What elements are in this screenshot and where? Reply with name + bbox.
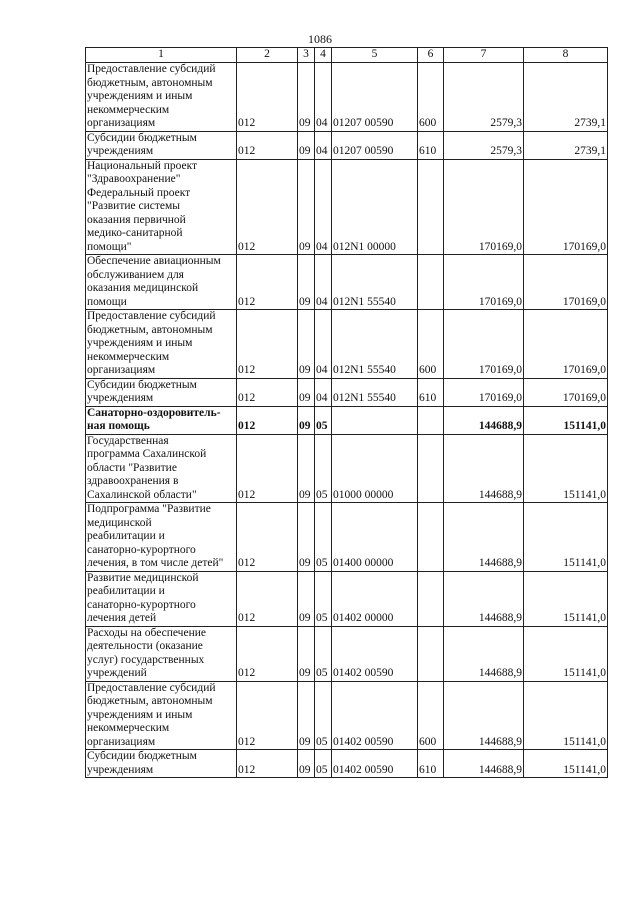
amount-year-2: 151141,0 (524, 434, 608, 503)
row-name (86, 750, 237, 778)
department-code: 012 (237, 626, 298, 681)
expense-type-code: 600 (418, 310, 444, 379)
section-code: 09 (298, 310, 315, 379)
row-name-line: Предоставление субсидий (87, 63, 216, 75)
row-name-line: лечения, в том числе детей" (87, 557, 224, 569)
department-code: 012 (237, 63, 298, 132)
amount-year-2: 151141,0 (524, 626, 608, 681)
row-name-line: бюджетным, автономным (87, 695, 213, 707)
row-name-line: помощи (87, 295, 127, 308)
section-code: 09 (298, 750, 315, 778)
target-article-code: 01000 00000 (332, 434, 418, 503)
row-name-line: Расходы на обеспечение (87, 626, 206, 639)
column-header: 8 (524, 48, 608, 63)
table-row (86, 626, 608, 681)
row-name-line: учреждениям (87, 392, 154, 404)
department-code: 012 (237, 255, 298, 310)
department-code: 012 (237, 750, 298, 778)
target-article-code: 012N1 55540 (332, 310, 418, 379)
row-name-line: учреждениям и иным (87, 337, 193, 349)
row-name-line: Субсидии бюджетным (87, 131, 197, 144)
row-name-line: некоммерческим (87, 350, 170, 363)
subsection-code: 04 (315, 63, 332, 132)
amount-year-1: 144688,9 (444, 571, 524, 626)
subsection-code: 05 (315, 434, 332, 503)
department-code: 012 (237, 378, 298, 406)
row-name-line: организациям (87, 735, 156, 748)
row-name-line: "Здравоохранение" (87, 173, 181, 185)
amount-year-2: 2739,1 (524, 63, 608, 132)
subsection-code: 05 (315, 406, 332, 434)
expense-type-code (418, 571, 444, 626)
row-name-line: учреждениям (87, 145, 154, 157)
section-code: 09 (298, 434, 315, 503)
subsection-code: 04 (315, 159, 332, 255)
row-name-line: обслуживанием для (87, 268, 184, 281)
row-name-line: лечения детей (87, 612, 157, 624)
row-name-line: услуг) государственных (87, 653, 205, 666)
amount-year-2: 151141,0 (524, 406, 608, 434)
column-header: 7 (444, 48, 524, 63)
table-row (86, 131, 608, 159)
subsection-code: 04 (315, 131, 332, 159)
row-name-line: Обеспечение авиационным (87, 255, 221, 267)
row-name (86, 434, 237, 503)
table-row (86, 571, 608, 626)
section-code: 09 (298, 681, 315, 750)
column-header: 6 (418, 48, 444, 63)
row-name-line: области "Развитие (87, 461, 177, 474)
row-name (86, 503, 237, 572)
amount-year-2: 170169,0 (524, 255, 608, 310)
table-row (86, 681, 608, 750)
target-article-code: 01400 00000 (332, 503, 418, 572)
row-name (86, 255, 237, 310)
row-name (86, 681, 237, 750)
section-code: 09 (298, 571, 315, 626)
amount-year-1: 144688,9 (444, 434, 524, 503)
column-header: 5 (332, 48, 418, 63)
row-name-line: Санаторно-оздоровитель- (87, 406, 221, 419)
row-name-line: Государственная (87, 434, 169, 447)
row-name-line: некоммерческим (87, 103, 170, 116)
table-row (86, 378, 608, 406)
row-name (86, 571, 237, 626)
row-name-line: оказания медицинской (87, 282, 199, 294)
amount-year-1: 144688,9 (444, 626, 524, 681)
expense-type-code (418, 255, 444, 310)
target-article-code: 01207 00590 (332, 63, 418, 132)
amount-year-2: 151141,0 (524, 750, 608, 778)
amount-year-1: 2579,3 (444, 131, 524, 159)
expense-type-code: 610 (418, 131, 444, 159)
amount-year-1: 144688,9 (444, 503, 524, 572)
row-name-line: учреждениям (87, 763, 154, 776)
table-row (86, 310, 608, 379)
subsection-code: 05 (315, 626, 332, 681)
table-row (86, 750, 608, 778)
subsection-code: 05 (315, 571, 332, 626)
row-name-line: учреждениям и иным (87, 90, 193, 102)
subsection-code: 04 (315, 255, 332, 310)
column-header: 1 (86, 48, 237, 63)
target-article-code: 012N1 55540 (332, 255, 418, 310)
expense-type-code: 600 (418, 63, 444, 132)
expense-type-code (418, 159, 444, 255)
row-name-line: Развитие медицинской (87, 571, 199, 584)
row-name-line: Национальный проект (87, 159, 198, 172)
row-name-line: Федеральный проект (87, 186, 191, 199)
target-article-code: 012N1 00000 (332, 159, 418, 255)
expense-type-code (418, 626, 444, 681)
expense-type-code: 610 (418, 378, 444, 406)
header-row (86, 48, 608, 63)
amount-year-1: 144688,9 (444, 681, 524, 750)
target-article-code: 01402 00590 (332, 750, 418, 778)
row-name-line: Предоставление субсидий (87, 310, 216, 322)
column-header: 2 (237, 48, 298, 63)
department-code: 012 (237, 406, 298, 434)
amount-year-1: 144688,9 (444, 750, 524, 778)
target-article-code (332, 406, 418, 434)
target-article-code: 01402 00000 (332, 571, 418, 626)
subsection-code: 05 (315, 681, 332, 750)
amount-year-1: 2579,3 (444, 63, 524, 132)
department-code: 012 (237, 503, 298, 572)
row-name-line: некоммерческим (87, 722, 170, 734)
row-name-line: помощи" (87, 240, 132, 253)
row-name (86, 159, 237, 255)
table-row (86, 434, 608, 503)
row-name-line: бюджетным, автономным (87, 76, 213, 89)
row-name-line: реабилитации и (87, 585, 165, 597)
amount-year-2: 151141,0 (524, 503, 608, 572)
row-name (86, 406, 237, 434)
page-number: 1086 (308, 32, 332, 46)
row-name-line: деятельности (оказание (87, 640, 203, 652)
row-name (86, 131, 237, 159)
target-article-code: 01402 00590 (332, 626, 418, 681)
expense-type-code: 610 (418, 750, 444, 778)
row-name-line: санаторно-курортного (87, 598, 196, 611)
target-article-code: 01402 00590 (332, 681, 418, 750)
amount-year-2: 151141,0 (524, 571, 608, 626)
row-name-line: бюджетным, автономным (87, 323, 213, 336)
section-code: 09 (298, 378, 315, 406)
section-code: 09 (298, 406, 315, 434)
department-code: 012 (237, 571, 298, 626)
department-code: 012 (237, 681, 298, 750)
section-code: 09 (298, 255, 315, 310)
row-name-line: "Развитие системы (87, 200, 180, 212)
row-name (86, 63, 237, 132)
section-code: 09 (298, 131, 315, 159)
amount-year-1: 170169,0 (444, 310, 524, 379)
amount-year-2: 170169,0 (524, 310, 608, 379)
section-code: 09 (298, 626, 315, 681)
row-name-line: организациям (87, 364, 156, 376)
column-header: 3 (298, 48, 315, 63)
department-code: 012 (237, 131, 298, 159)
amount-year-2: 2739,1 (524, 131, 608, 159)
row-name-line: Предоставление субсидий (87, 681, 216, 694)
row-name-line: ная помощь (87, 420, 150, 432)
amount-year-2: 170169,0 (524, 159, 608, 255)
amount-year-1: 170169,0 (444, 255, 524, 310)
row-name-line: медицинской (87, 516, 152, 529)
subsection-code: 04 (315, 310, 332, 379)
subsection-code: 04 (315, 378, 332, 406)
table-row (86, 406, 608, 434)
row-name-line: Субсидии бюджетным (87, 378, 197, 391)
amount-year-2: 170169,0 (524, 378, 608, 406)
expense-type-code (418, 503, 444, 572)
target-article-code: 012N1 55540 (332, 378, 418, 406)
amount-year-1: 170169,0 (444, 378, 524, 406)
row-name-line: учреждениям и иным (87, 708, 193, 721)
row-name-line: программа Сахалинской (87, 448, 207, 460)
subsection-code: 05 (315, 503, 332, 572)
table-row (86, 503, 608, 572)
row-name-line: Субсидии бюджетным (87, 750, 197, 762)
department-code: 012 (237, 434, 298, 503)
section-code: 09 (298, 63, 315, 132)
row-name-line: здравоохранения в (87, 475, 179, 487)
expense-type-code (418, 406, 444, 434)
row-name-line: Сахалинской области" (87, 488, 197, 501)
row-name (86, 378, 237, 406)
table-row (86, 159, 608, 255)
subsection-code: 05 (315, 750, 332, 778)
row-name-line: оказания первичной (87, 213, 186, 226)
table-body (86, 63, 608, 778)
budget-table (85, 47, 608, 778)
amount-year-1: 170169,0 (444, 159, 524, 255)
row-name (86, 626, 237, 681)
section-code: 09 (298, 159, 315, 255)
expense-type-code: 600 (418, 681, 444, 750)
department-code: 012 (237, 310, 298, 379)
amount-year-1: 144688,9 (444, 406, 524, 434)
amount-year-2: 151141,0 (524, 681, 608, 750)
column-header: 4 (315, 48, 332, 63)
department-code: 012 (237, 159, 298, 255)
row-name-line: учреждений (87, 667, 147, 679)
row-name (86, 310, 237, 379)
row-name-line: реабилитации и (87, 530, 165, 542)
row-name-line: санаторно-курортного (87, 543, 196, 556)
row-name-line: Подпрограмма "Развитие (87, 503, 211, 515)
expense-type-code (418, 434, 444, 503)
section-code: 09 (298, 503, 315, 572)
row-name-line: медико-санитарной (87, 227, 183, 239)
table-row (86, 255, 608, 310)
target-article-code: 01207 00590 (332, 131, 418, 159)
row-name-line: организациям (87, 117, 156, 129)
table-row (86, 63, 608, 132)
